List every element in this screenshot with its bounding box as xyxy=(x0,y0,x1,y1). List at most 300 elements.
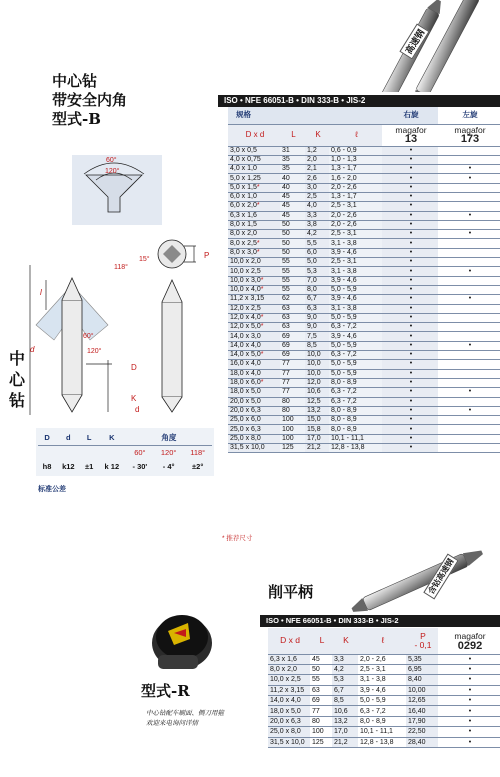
cell-l: 6,3 - 7,2 xyxy=(358,706,406,716)
cell-K xyxy=(305,276,329,285)
table-row xyxy=(268,716,500,726)
cell-K-text: 2,5 xyxy=(307,193,317,201)
cell-lft xyxy=(438,258,500,267)
recommended-marker: * xyxy=(260,313,264,321)
cell-r: • xyxy=(438,664,500,674)
cell-L-text: 69 xyxy=(282,341,290,349)
table-row xyxy=(228,276,500,285)
drill-bit-illustration-2 xyxy=(340,535,500,620)
cell-dxd-text: 18,0 x 6,0 xyxy=(230,379,261,387)
cell-r-text: • xyxy=(409,369,413,377)
cell-dxd-text: 4,0 x 1,0 xyxy=(230,165,257,173)
cell-L-text: 77 xyxy=(282,379,290,387)
cell-dxd xyxy=(228,323,280,332)
recommended-marker: * xyxy=(260,323,264,331)
brand-173-num: 173 xyxy=(460,133,480,145)
cell-l xyxy=(329,276,382,285)
cell-K xyxy=(305,360,329,369)
recommended-marker: * xyxy=(260,286,264,294)
cell-r xyxy=(382,183,438,192)
table-row xyxy=(268,654,500,664)
cell-dxd xyxy=(228,378,280,387)
cell-L: 55 xyxy=(310,675,332,685)
hdr-right: 右旋 xyxy=(382,107,438,124)
cell-dxd xyxy=(228,276,280,285)
cell-K-text: 12,5 xyxy=(307,397,321,405)
cell-K xyxy=(305,248,329,257)
cell-P: 22,50 xyxy=(406,727,438,737)
cell-l: 12,8 - 13,8 xyxy=(358,737,406,747)
recommended-marker: * xyxy=(256,248,260,256)
cell-r-text: • xyxy=(409,155,413,163)
cell-r xyxy=(382,285,438,294)
cell-lft-text: • xyxy=(468,267,472,275)
cell-r: • xyxy=(438,706,500,716)
cell-lft xyxy=(438,425,500,434)
cell-dxd-text: 25,0 x 6,0 xyxy=(230,416,261,424)
cell-l-text: 2,0 - 2,6 xyxy=(331,221,357,229)
cell-K xyxy=(305,388,329,397)
table-row xyxy=(228,155,500,164)
cell-dxd xyxy=(228,304,280,313)
cell-L-text: 40 xyxy=(282,183,290,191)
cell-l-text: 8,0 - 8,9 xyxy=(331,406,357,414)
cell-r-text: • xyxy=(409,416,413,424)
badge-hss: 高速钢 xyxy=(399,24,429,60)
cell-r: • xyxy=(438,675,500,685)
cell-dxd xyxy=(228,267,280,276)
cell-l xyxy=(329,174,382,183)
cell-l-text: 1,0 - 1,3 xyxy=(331,155,357,163)
cell-r xyxy=(382,369,438,378)
cell-P: 28,40 xyxy=(406,737,438,747)
cell-dxd-text: 25,0 x 6,3 xyxy=(230,425,261,433)
cell-L xyxy=(280,332,305,341)
cell-dxd xyxy=(228,313,280,322)
cell-l-text: 6,3 - 7,2 xyxy=(331,388,357,396)
cell-K-text: 7,5 xyxy=(307,332,317,340)
title-line-1: 中心钻 xyxy=(52,72,98,90)
brand-0292-name: magafor xyxy=(454,630,486,641)
cell-K: 13,2 xyxy=(332,716,358,726)
cell-r xyxy=(382,416,438,425)
cell-r xyxy=(382,211,438,220)
cell-K xyxy=(305,397,329,406)
cell-r xyxy=(382,434,438,443)
cell-L-text: 45 xyxy=(282,193,290,201)
cell-L-text: 77 xyxy=(282,388,290,396)
cell-dxd-text: 8,0 x 1,5 xyxy=(230,221,257,229)
cell-l xyxy=(329,165,382,174)
cell-r xyxy=(382,406,438,415)
brand-13 xyxy=(382,124,438,146)
cell-r-text: • xyxy=(409,295,413,303)
cell-K xyxy=(305,304,329,313)
table-row xyxy=(228,248,500,257)
section2-title: 削平柄 xyxy=(268,583,314,601)
tolerance-note: 标准公差 xyxy=(38,486,66,493)
table-row xyxy=(228,378,500,387)
cell-K-text: 12,0 xyxy=(307,379,321,387)
cell-dxd-text: 16,0 x 4,0 xyxy=(230,360,261,368)
cell-K: 8,5 xyxy=(332,696,358,706)
table-row xyxy=(228,313,500,322)
cell-r: • xyxy=(438,696,500,706)
cell-dxd xyxy=(228,239,280,248)
cell-K-text: 10,0 xyxy=(307,369,321,377)
cell-l-text: 8,0 - 8,9 xyxy=(331,379,357,387)
cell-l xyxy=(329,220,382,229)
cell-L-text: 50 xyxy=(282,221,290,229)
cell-lft xyxy=(438,202,500,211)
cell-K-text: 7,0 xyxy=(307,276,317,284)
cell-r-text: • xyxy=(409,397,413,405)
table-row xyxy=(228,388,500,397)
cell-L-text: 50 xyxy=(282,239,290,247)
cell-lft xyxy=(438,378,500,387)
cell-K-text: 21,2 xyxy=(307,444,321,452)
cell-dxd: 18,0 x 5,0 xyxy=(268,706,310,716)
cell-r xyxy=(382,155,438,164)
cell-L xyxy=(280,248,305,257)
cell-l xyxy=(329,211,382,220)
cell-l xyxy=(329,267,382,276)
cell-L-text: 125 xyxy=(282,444,294,452)
cell-K xyxy=(305,192,329,201)
table-row xyxy=(228,267,500,276)
cell-l xyxy=(329,416,382,425)
cell-L xyxy=(280,406,305,415)
brand-13-name: magafor xyxy=(395,125,427,135)
table-row xyxy=(228,369,500,378)
cell-lft xyxy=(438,295,500,304)
cell-lft xyxy=(438,211,500,220)
cell-r xyxy=(382,239,438,248)
cell-l: 3,1 - 3,8 xyxy=(358,675,406,685)
cell-lft xyxy=(438,434,500,443)
cell-L xyxy=(280,378,305,387)
tol-h-D: D xyxy=(38,431,56,445)
cell-K: 10,6 xyxy=(332,706,358,716)
cell-K-text: 5,3 xyxy=(307,267,317,275)
cell-r-text: • xyxy=(409,286,413,294)
cell-r-text: • xyxy=(409,146,413,154)
cell-K-text: 15,8 xyxy=(307,425,321,433)
cell-lft xyxy=(438,406,500,415)
cell-l-text: 2,0 - 2,6 xyxy=(331,211,357,219)
cell-K xyxy=(305,351,329,360)
cell-lft xyxy=(438,174,500,183)
cell-L: 80 xyxy=(310,716,332,726)
cell-r: • xyxy=(438,654,500,664)
type-r-illustration xyxy=(138,603,226,675)
cell-l xyxy=(329,202,382,211)
cell-dxd-text: 10,0 x 3,0 xyxy=(230,276,261,284)
cell-l xyxy=(329,406,382,415)
cell-l: 3,9 - 4,6 xyxy=(358,685,406,695)
cell-L-text: 80 xyxy=(282,406,290,414)
brand-13-num: 13 xyxy=(404,133,418,145)
cell-l-text: 3,9 - 4,6 xyxy=(331,248,357,256)
cell-l xyxy=(329,295,382,304)
cell-l-text: 5,0 - 5,9 xyxy=(331,341,357,349)
table-row xyxy=(228,416,500,425)
cell-l xyxy=(329,397,382,406)
table-row xyxy=(228,239,500,248)
col-dxd: D x d xyxy=(228,124,280,146)
cell-L xyxy=(280,444,305,453)
cell-l xyxy=(329,360,382,369)
cell-L xyxy=(280,220,305,229)
cell-L-text: 69 xyxy=(282,332,290,340)
cell-l-text: 6,3 - 7,2 xyxy=(331,397,357,405)
cell-dxd-text: 11,2 x 3,15 xyxy=(230,295,265,303)
cell-dxd-text: 20,0 x 6,3 xyxy=(230,406,261,414)
drill-body-left xyxy=(62,300,82,395)
cell-r xyxy=(382,258,438,267)
cell-L-text: 50 xyxy=(282,230,290,238)
cell-r-text: • xyxy=(409,406,413,414)
title-line-2: 带安全内角 xyxy=(52,91,128,109)
cell-K xyxy=(305,230,329,239)
cell-dxd: 6,3 x 1,6 xyxy=(268,654,310,664)
cell-dxd-text: 6,0 x 1,0 xyxy=(230,193,257,201)
type-r-note xyxy=(146,708,224,728)
cell-l xyxy=(329,425,382,434)
cell-r-text: • xyxy=(409,341,413,349)
standards-bar-1: ISO • NFE 66051-B • DIN 333-B • JIS-2 xyxy=(218,95,500,107)
cell-r-text: • xyxy=(409,248,413,256)
cell-dxd xyxy=(228,388,280,397)
cell-L-text: 63 xyxy=(282,304,290,312)
cell-l: 8,0 - 8,9 xyxy=(358,716,406,726)
cell-lft xyxy=(438,351,500,360)
cell-l xyxy=(329,351,382,360)
cell-K-text: 10,0 xyxy=(307,351,321,359)
cell-dxd-text: 6,0 x 2,0 xyxy=(230,202,257,210)
label-angle-120-b: 120° xyxy=(87,348,102,355)
cell-l: 10,1 - 11,1 xyxy=(358,727,406,737)
cell-L-text: 77 xyxy=(282,369,290,377)
cell-K xyxy=(305,155,329,164)
table-row xyxy=(228,351,500,360)
cell-dxd-text: 6,3 x 1,6 xyxy=(230,211,257,219)
cell-l xyxy=(329,248,382,257)
tol-h-K: K xyxy=(98,431,126,445)
footnote: * 推荐尺寸 xyxy=(222,535,253,542)
cell-l-text: 8,0 - 8,9 xyxy=(331,416,357,424)
tol-v-K: k 12 xyxy=(104,461,120,471)
tol-v-a3: ±2° xyxy=(192,461,204,471)
table-row xyxy=(268,664,500,674)
cell-dxd xyxy=(228,285,280,294)
cell-L xyxy=(280,230,305,239)
cell-l-text: 3,9 - 4,6 xyxy=(331,276,357,284)
recommended-marker: * xyxy=(260,351,264,359)
table-row xyxy=(268,737,500,747)
cell-K-text: 6,7 xyxy=(307,295,317,303)
label-angle-118: 118° xyxy=(114,264,128,271)
cell-r-text: • xyxy=(409,202,413,210)
cell-r-text: • xyxy=(409,323,413,331)
cell-K xyxy=(305,267,329,276)
cell-l-text: 12,8 - 13,8 xyxy=(331,444,365,452)
cell-K-text: 2,1 xyxy=(307,165,317,173)
cell-dxd-text: 5,0 x 1,25 xyxy=(230,174,261,182)
cell-r-text: • xyxy=(409,239,413,247)
brand-0292-num: 0292 xyxy=(457,639,483,652)
cell-dxd-text: 14,0 x 5,0 xyxy=(230,351,261,359)
cell-r-text: • xyxy=(409,351,413,359)
cell-dxd xyxy=(228,146,280,155)
cell-dxd xyxy=(228,406,280,415)
cell-l xyxy=(329,155,382,164)
table-row xyxy=(268,685,500,695)
label-D: D xyxy=(131,363,137,372)
table-row xyxy=(268,696,500,706)
cell-lft xyxy=(438,332,500,341)
cell-r-text: • xyxy=(409,360,413,368)
tol-a3: 118° xyxy=(190,447,206,457)
cell-dxd xyxy=(228,425,280,434)
cell-dxd xyxy=(228,369,280,378)
cell-l-text: 1,3 - 1,7 xyxy=(331,193,357,201)
cell-K xyxy=(305,285,329,294)
cell-dxd-text: 12,0 x 5,0 xyxy=(230,323,261,331)
cell-L-text: 45 xyxy=(282,202,290,210)
cell-dxd: 31,5 x 10,0 xyxy=(268,737,310,747)
cell-K-text: 3,3 xyxy=(307,211,317,219)
label-P: P xyxy=(204,251,210,260)
cell-l xyxy=(329,304,382,313)
cell-l-text: 3,1 - 3,8 xyxy=(331,267,357,275)
cell-L xyxy=(280,416,305,425)
cell-l-text: 8,0 - 8,9 xyxy=(331,425,357,433)
cell-l-text: 2,5 - 3,1 xyxy=(331,230,357,238)
cell-P: 6,95 xyxy=(406,664,438,674)
cell-lft xyxy=(438,146,500,155)
cell-lft xyxy=(438,313,500,322)
tol-v-D: h8 xyxy=(42,461,52,471)
table-row xyxy=(228,323,500,332)
recommended-marker: * xyxy=(256,183,260,191)
cell-dxd-text: 10,0 x 4,0 xyxy=(230,286,261,294)
cell-L-text: 100 xyxy=(282,416,294,424)
table-row xyxy=(228,444,500,453)
cell-l-text: 2,5 - 3,1 xyxy=(331,202,357,210)
cell-dxd xyxy=(228,434,280,443)
table-row xyxy=(228,332,500,341)
cell-l-text: 5,0 - 5,9 xyxy=(331,360,357,368)
cell-L xyxy=(280,397,305,406)
cell-dxd-text: 8,0 x 3,0 xyxy=(230,248,257,256)
cell-K: 21,2 xyxy=(332,737,358,747)
cell-dxd-text: 18,0 x 5,0 xyxy=(230,388,261,396)
label-l: l xyxy=(40,288,42,297)
cell-lft xyxy=(438,388,500,397)
table-row xyxy=(228,183,500,192)
brand-0292 xyxy=(438,628,500,654)
cell-r-text: • xyxy=(409,230,413,238)
cell-K xyxy=(305,202,329,211)
cell-P: 10,00 xyxy=(406,685,438,695)
table-row xyxy=(228,192,500,201)
cell-lft-text: • xyxy=(468,211,472,219)
cell-L-text: 55 xyxy=(282,258,290,266)
table-row xyxy=(228,146,500,155)
cell-K: 4,2 xyxy=(332,664,358,674)
cell-K xyxy=(305,416,329,425)
drill-body-right xyxy=(162,302,182,397)
cell-r xyxy=(382,174,438,183)
label-angle-60-a: 60° xyxy=(106,157,117,164)
cell-l-text: 5,0 - 5,9 xyxy=(331,369,357,377)
cell-K-text: 6,3 xyxy=(307,304,317,312)
cell-K: 17,0 xyxy=(332,727,358,737)
cell-r-text: • xyxy=(409,183,413,191)
cell-r xyxy=(382,323,438,332)
cell-L xyxy=(280,211,305,220)
cell-r: • xyxy=(438,685,500,695)
cell-L: 77 xyxy=(310,706,332,716)
cell-K xyxy=(305,211,329,220)
cell-dxd: 20,0 x 6,3 xyxy=(268,716,310,726)
cell-L xyxy=(280,155,305,164)
cell-l-text: 6,3 - 7,2 xyxy=(331,323,357,331)
cell-r-text: • xyxy=(409,174,413,182)
cell-L xyxy=(280,369,305,378)
cell-r-text: • xyxy=(409,444,413,452)
t2-col-L: L xyxy=(310,628,332,654)
cell-L-text: 63 xyxy=(282,323,290,331)
cell-L xyxy=(280,165,305,174)
cell-dxd xyxy=(228,397,280,406)
cell-r xyxy=(382,220,438,229)
tol-h-L: L xyxy=(81,431,98,445)
cell-r xyxy=(382,313,438,322)
cell-K-text: 5,0 xyxy=(307,258,317,266)
cell-lft xyxy=(438,165,500,174)
cell-L-text: 69 xyxy=(282,351,290,359)
t2-col-K: K xyxy=(332,628,358,654)
cell-lft-text: • xyxy=(468,406,472,414)
cell-P: 5,35 xyxy=(406,654,438,664)
cell-lft xyxy=(438,183,500,192)
table-row xyxy=(228,397,500,406)
cell-L-text: 63 xyxy=(282,313,290,321)
cell-r-text: • xyxy=(409,379,413,387)
cell-K-text: 9,0 xyxy=(307,313,317,321)
tol-v-L: ±1 xyxy=(85,461,94,471)
cell-L-text: 77 xyxy=(282,360,290,368)
cell-K-text: 17,0 xyxy=(307,434,321,442)
table-row xyxy=(228,341,500,350)
cell-L: 69 xyxy=(310,696,332,706)
cell-l xyxy=(329,341,382,350)
cell-K-text: 15,0 xyxy=(307,416,321,424)
cell-l xyxy=(329,388,382,397)
cell-l xyxy=(329,258,382,267)
cell-dxd: 25,0 x 8,0 xyxy=(268,727,310,737)
cell-dxd-text: 12,0 x 4,0 xyxy=(230,313,261,321)
cell-K xyxy=(305,165,329,174)
cell-K-text: 4,0 xyxy=(307,202,317,210)
cell-K-text: 3,8 xyxy=(307,221,317,229)
cell-r xyxy=(382,397,438,406)
cell-l-text: 2,0 - 2,6 xyxy=(331,183,357,191)
cell-r: • xyxy=(438,727,500,737)
standards-bar-2: ISO • NFE 66051-B • DIN 333-B • JIS-2 xyxy=(260,615,500,627)
